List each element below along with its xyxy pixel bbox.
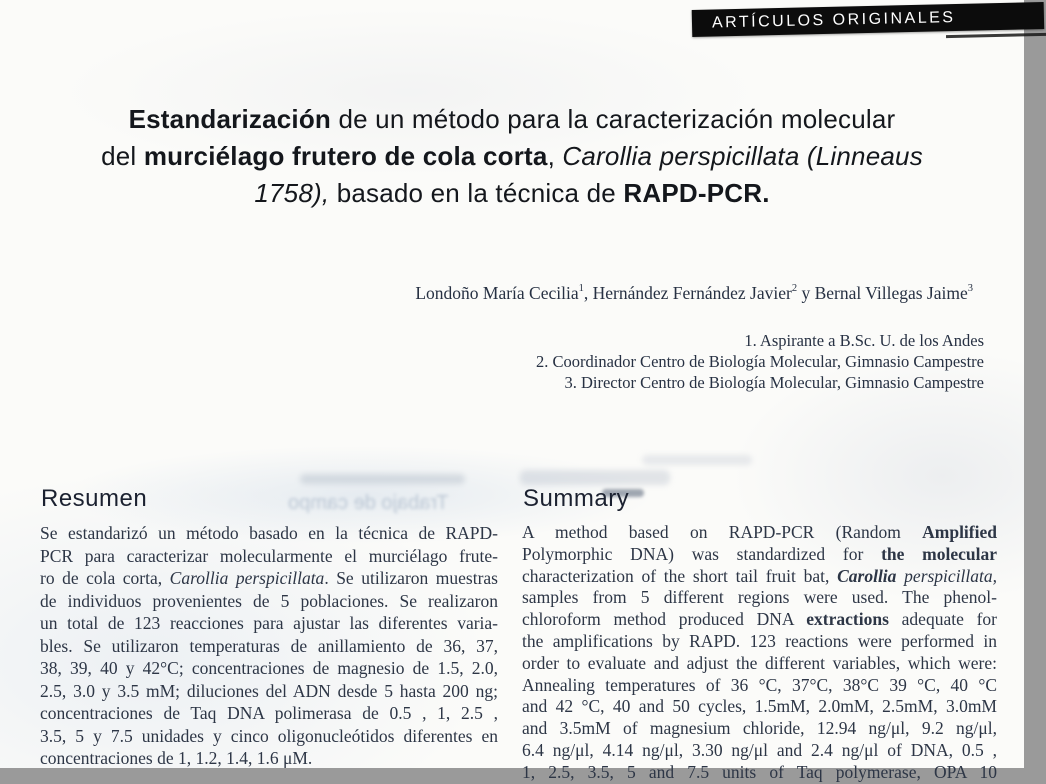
abstract-columns: [40, 484, 997, 784]
text-line: [40, 612, 498, 635]
text-run: murciélago frutero de cola corta: [143, 141, 548, 171]
text-line: [522, 675, 997, 697]
text-run: 1758),: [254, 178, 330, 208]
text-run: Polymorphic DNA) was standardized for: [522, 543, 882, 564]
text-run: 6.4 ng/μl, 4.14 ng/μl, 3.30 ng/μl and 2.4 ng/μl of DNA, 0.5 ,: [522, 739, 997, 760]
text-run: basado en la técnica de: [329, 178, 624, 208]
text-line: [536, 351, 984, 372]
text-line: [40, 657, 498, 680]
text-line: [536, 372, 984, 393]
summary-heading: Summary: [523, 485, 630, 512]
text-line: [522, 587, 997, 609]
text-line: [522, 740, 997, 762]
text-run: ,: [547, 141, 563, 171]
scan-smudge: [642, 455, 752, 465]
text-line: [40, 545, 498, 568]
text-run: Londoño María Cecilia: [415, 283, 579, 303]
text-run: 3: [967, 283, 973, 295]
text-run: 1, 2.5, 3.5, 5 and 7.5 units of Taq polymerase, OPA 10: [522, 761, 997, 782]
page-showthrough-text: Trabajo de campo: [288, 492, 449, 514]
text-run: RAPD-PCR.: [623, 178, 770, 208]
text-run: A method based on RAPD-PCR (Random: [522, 522, 923, 542]
text-run: 1. Aspirante a B.Sc. U. de los Andes: [744, 331, 984, 350]
author-affiliations: [536, 330, 984, 393]
text-run: PCR para caracterizar molecularmente el murciélago frute-: [40, 545, 498, 566]
text-run: Carollia: [837, 565, 897, 586]
text-line: [40, 590, 498, 613]
text-run: Carollia perspicillata: [169, 568, 325, 588]
text-line: [522, 696, 997, 718]
text-line: [40, 702, 498, 725]
text-run: and 42 °C, 40 and 50 cycles, 1.5mM, 2.0mM, 2.5mM, 3.0mM: [522, 696, 997, 717]
text-run: and 3.5mM of magnesium chloride, 12.94 ng/μl, 9.2 ng/μl,: [522, 718, 997, 739]
text-run: y Bernal Villegas Jaime: [797, 283, 968, 303]
text-run: ro de cola corta,: [40, 568, 170, 588]
text-line: [536, 330, 984, 351]
text-run: the molecular: [881, 543, 997, 564]
text-line: [40, 567, 498, 590]
text-run: bles. Se utilizaron temperaturas de anillamiento de 36, 37,: [40, 635, 498, 656]
resumen-heading: Resumen: [41, 485, 148, 512]
resumen-body: [40, 522, 498, 770]
text-run: perspicillata,: [904, 565, 998, 586]
text-run: Se estandarizó un método basado en la técnica de RAPD-: [40, 523, 498, 543]
text-run: de individuos provenientes de 5 poblaciones. Se realizaron: [40, 590, 498, 611]
text-run: 2: [791, 283, 798, 295]
text-run: Carollia perspicillata (Linneaus: [562, 141, 923, 171]
article-title: [24, 101, 1000, 212]
summary-body: [522, 522, 997, 784]
text-run: Estandarización: [128, 104, 332, 134]
text-run: 3. Director Centro de Biología Molecular, Gimnasio Campestre: [564, 373, 984, 392]
text-run: . Se utilizaron muestras: [324, 568, 498, 588]
text-line: [24, 101, 1000, 138]
text-run: Amplified: [922, 522, 997, 542]
section-banner: [692, 2, 1045, 37]
text-line: [522, 544, 997, 566]
text-run: extractions: [806, 609, 889, 630]
section-banner-label: ARTÍCULOS ORIGINALES: [711, 8, 956, 32]
text-run: , Hernández Fernández Javier: [583, 283, 792, 303]
text-line: [24, 138, 1000, 175]
text-line: [40, 747, 498, 770]
text-line: [40, 725, 498, 748]
text-run: the amplifications by RAPD. 123 reactions were performed in: [522, 630, 997, 651]
text-line: [40, 635, 498, 658]
text-line: [522, 609, 997, 631]
text-line: [522, 718, 997, 740]
text-run: concentraciones de Taq DNA polimerasa de 0.5 , 1, 2.5 ,: [40, 703, 498, 723]
scan-smudge: [300, 474, 465, 484]
text-run: 3.5, 5 y 7.5 unidades y cinco oligonucleótidos diferentes en: [40, 725, 498, 746]
abstract-spanish-section: [40, 484, 498, 784]
text-line: [40, 680, 498, 703]
text-line: [522, 522, 997, 544]
scan-smudge: [520, 470, 670, 485]
text-run: del: [101, 141, 144, 171]
text-run: [896, 566, 904, 586]
text-run: 38, 39, 40 y 42°C; concentraciones de magnesio de 1.5, 2.0,: [40, 658, 498, 678]
text-run: Annealing temperatures of 36 °C, 37°C, 38°C 39 °C, 40 °C: [522, 674, 997, 695]
text-run: chloroform method produced DNA: [522, 609, 807, 630]
text-run: samples from 5 different regions were used. The phenol-: [522, 587, 997, 608]
text-run: order to evaluate and adjust the different variables, which were:: [522, 652, 997, 673]
text-line: [522, 631, 997, 653]
text-line: [40, 522, 498, 545]
text-run: de un método para la caracterización molecular: [331, 104, 896, 134]
banner-underline: [946, 33, 1046, 38]
author-byline: [415, 283, 973, 304]
text-line: [24, 175, 1000, 212]
text-line: [522, 653, 997, 675]
text-run: characterization of the short tail fruit bat,: [522, 565, 838, 586]
abstract-english-section: [522, 484, 997, 784]
text-line: [522, 762, 997, 784]
text-run: un total de 123 reacciones para ajustar las diferentes varia-: [40, 613, 498, 633]
text-run: 2. Coordinador Centro de Biología Molecular, Gimnasio Campestre: [536, 352, 984, 371]
text-run: adequate for: [888, 609, 997, 630]
text-run: concentraciones de 1, 1.2, 1.4, 1.6 μM.: [40, 748, 313, 768]
text-run: 2.5, 3.0 y 3.5 mM; diluciones del ADN desde 5 hasta 200 ng;: [40, 680, 498, 701]
text-run: 1: [578, 283, 584, 295]
text-line: [522, 566, 997, 588]
